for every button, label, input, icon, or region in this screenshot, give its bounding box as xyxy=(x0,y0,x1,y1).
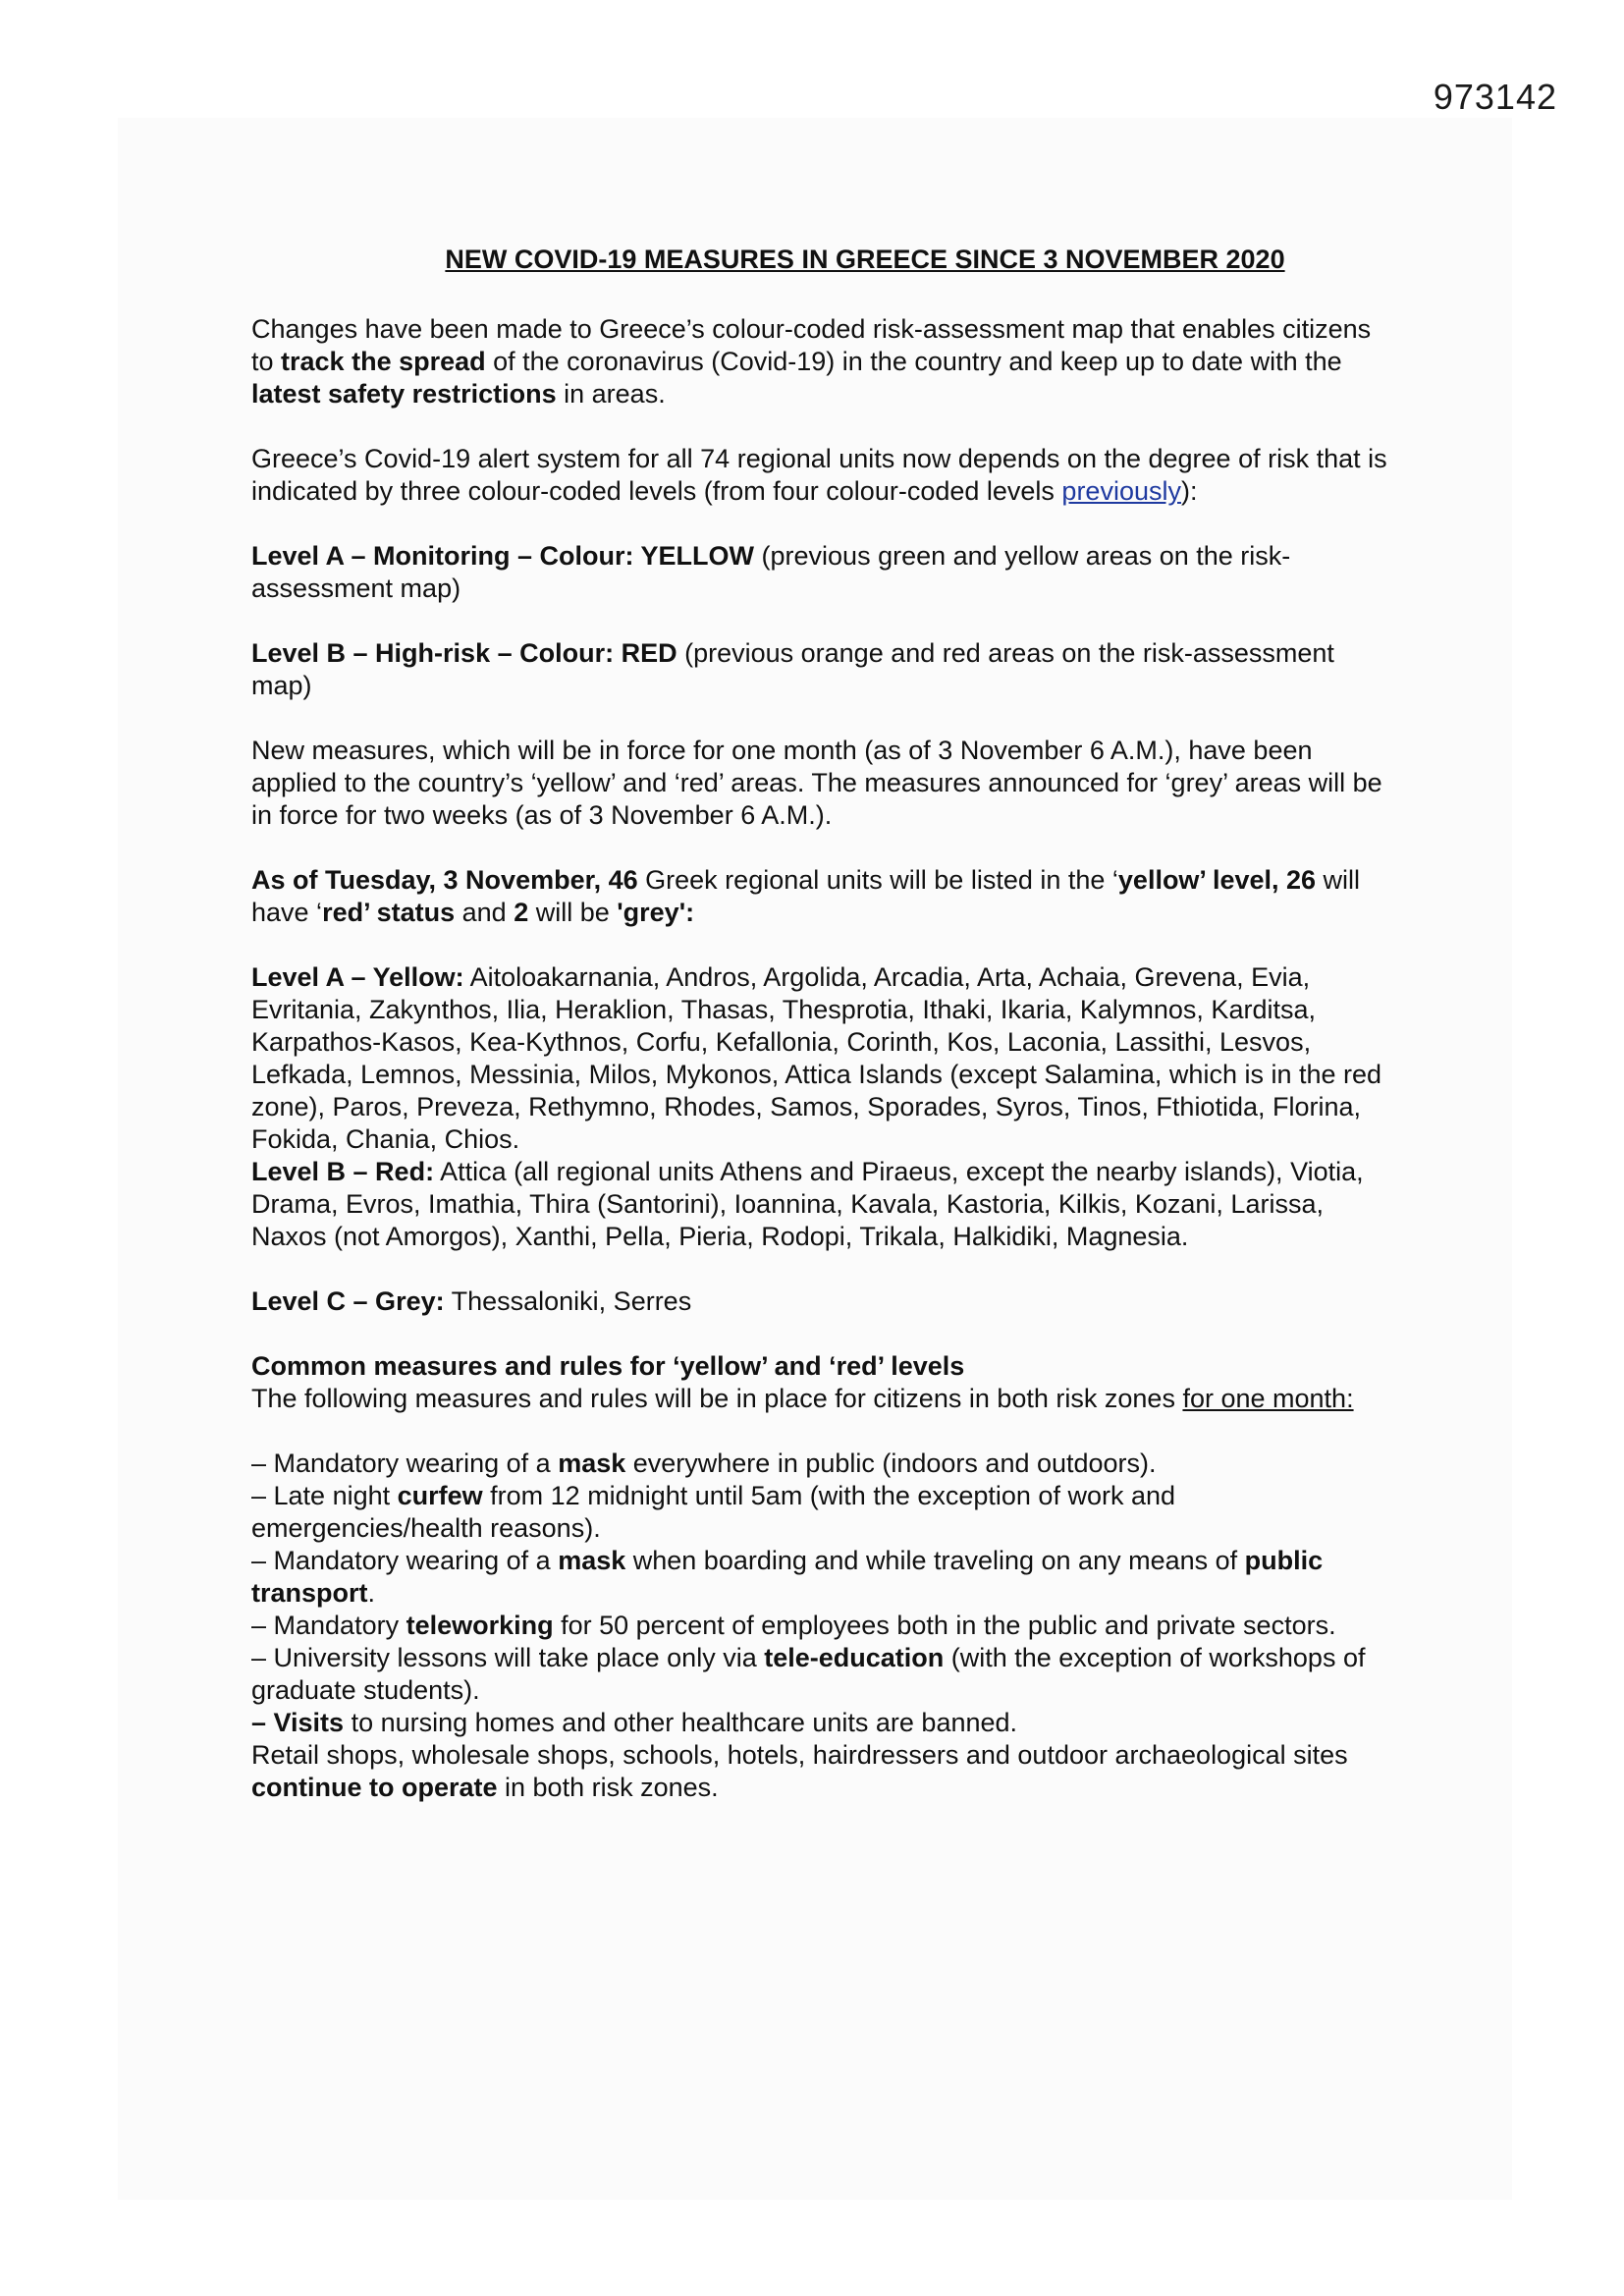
common-measures-intro: The following measures and rules will be in place for citizens in both risk zones xyxy=(251,1384,1183,1413)
intro-paragraph xyxy=(251,313,1390,410)
list-item: – Mandatory wearing of a mask everywhere in public (indoors and outdoors). xyxy=(251,1449,1157,1478)
level-b-list-units: Attica (all regional units Athens and Piraeus, except the nearby islands), Viotia, Drama, Evros, Imathia, Thira (Santorini), Ioannina, Kavala, Kastoria, Kilkis, Kozani, Larissa, Naxos (not Amorgos), Xanthi, Pella, Pieria, Rodopi, Trikala, Halkidiki, Magnesia. xyxy=(251,1157,1364,1251)
as-of-bold: As of Tuesday, 3 November, 46 xyxy=(251,865,638,895)
intro-text: of the coronavirus (Covid-19) in the country and keep up to date with the xyxy=(485,347,1342,376)
alert-text: Greece’s Covid-19 alert system for all 74 regional units now depends on the degree of risk that is indicated by three colour-coded levels (from four colour-coded levels xyxy=(251,444,1387,506)
list-item: – Mandatory teleworking for 50 percent of employees both in the public and private sectors. xyxy=(251,1611,1336,1640)
level-a-list-units: Aitoloakarnania, Andros, Argolida, Arcadia, Arta, Achaia, Grevena, Evia, Evritania, Zakynthos, Ilia, Heraklion, Thasas, Thesprotia, Ithaki, Ikaria, Kalymnos, Karditsa, Karpathos-Kasos, Kea-Kythnos, Corfu, Kefallonia, Corinth, Kos, Laconia, Lassithi, Lesvos, Lefkada, Lemnos, Messinia, Milos, Mykonos, Attica Islands (except Salamina, which is in the red zone), Paros, Preveza, Rethymno, Rhodes, Samos, Sporades, Syros, Tinos, Fthiotida, Florina, Fokida, Chania, Chios. xyxy=(251,962,1382,1154)
document-body xyxy=(251,244,1390,1804)
new-measures-paragraph: New measures, which will be in force for one month (as of 3 November 6 A.M.), have been applied to the country’s ‘yellow’ and ‘red’ areas. The measures announced for ‘grey’ areas will be in force for two weeks (as of 3 November 6 A.M.). xyxy=(251,736,1382,830)
level-b-definition xyxy=(251,637,1390,702)
level-b-list-label: Level B – Red: xyxy=(251,1157,435,1186)
as-of-text: Greek regional units will be listed in the ‘ xyxy=(637,865,1118,895)
level-b-description: (previous orange and red areas on the risk-assessment map) xyxy=(251,638,1334,700)
level-a-list-label: Level A – Yellow: xyxy=(251,962,464,992)
list-item: – Visits to nursing homes and other healthcare units are banned. xyxy=(251,1708,1018,1737)
as-of-bold: yellow’ level, 26 xyxy=(1117,865,1317,895)
intro-text: in areas. xyxy=(556,379,666,409)
intro-bold-track: track the spread xyxy=(281,347,486,376)
level-a-description: (previous green and yellow areas on the risk-assessment map) xyxy=(251,541,1291,603)
level-c-list-label: Level C – Grey: xyxy=(251,1286,445,1316)
common-measures-heading: Common measures and rules for ‘yellow’ and ‘red’ levels xyxy=(251,1351,965,1381)
level-b-label: Level B – High-risk – Colour: RED xyxy=(251,638,677,668)
level-a-label: Level A – Monitoring – Colour: YELLOW xyxy=(251,541,755,571)
document-number: 973142 xyxy=(1433,77,1557,117)
level-c-list xyxy=(251,1285,1390,1318)
intro-bold-restrictions: latest safety restrictions xyxy=(251,379,557,409)
list-item: Retail shops, wholesale shops, schools, hotels, hairdressers and outdoor archaeological sites continue to operate in both risk zones. xyxy=(251,1740,1348,1802)
level-c-list-units: Thessaloniki, Serres xyxy=(444,1286,692,1316)
alert-system-paragraph xyxy=(251,443,1390,508)
as-of-text: and xyxy=(455,898,514,927)
as-of-text: will have ‘ xyxy=(251,865,1361,927)
level-a-definition xyxy=(251,540,1390,605)
as-of-bold: 'grey': xyxy=(617,898,695,927)
as-of-bold: red’ status xyxy=(322,898,456,927)
measures-list xyxy=(251,1448,1390,1804)
as-of-bold: 2 xyxy=(514,898,529,927)
intro-text: Changes have been made to Greece’s colour-coded risk-assessment map that enables citizens to xyxy=(251,314,1372,376)
level-b-list xyxy=(251,1156,1390,1253)
alert-text: ): xyxy=(1180,476,1198,506)
common-measures-duration: for one month: xyxy=(1182,1384,1354,1413)
list-item: – Late night curfew from 12 midnight until 5am (with the exception of work and emergencies/health reasons). xyxy=(251,1481,1176,1543)
as-of-paragraph xyxy=(251,864,1390,929)
as-of-text: will be xyxy=(528,898,618,927)
previously-link[interactable]: previously xyxy=(1061,476,1181,506)
common-measures-section xyxy=(251,1350,1390,1415)
page-title: NEW COVID-19 MEASURES IN GREECE SINCE 3 NOVEMBER 2020 xyxy=(445,245,1285,274)
level-a-list xyxy=(251,961,1390,1156)
list-item: – Mandatory wearing of a mask when boarding and while traveling on any means of public transport. xyxy=(251,1546,1324,1608)
list-item: – University lessons will take place only via tele-education (with the exception of workshops of graduate students). xyxy=(251,1643,1366,1705)
